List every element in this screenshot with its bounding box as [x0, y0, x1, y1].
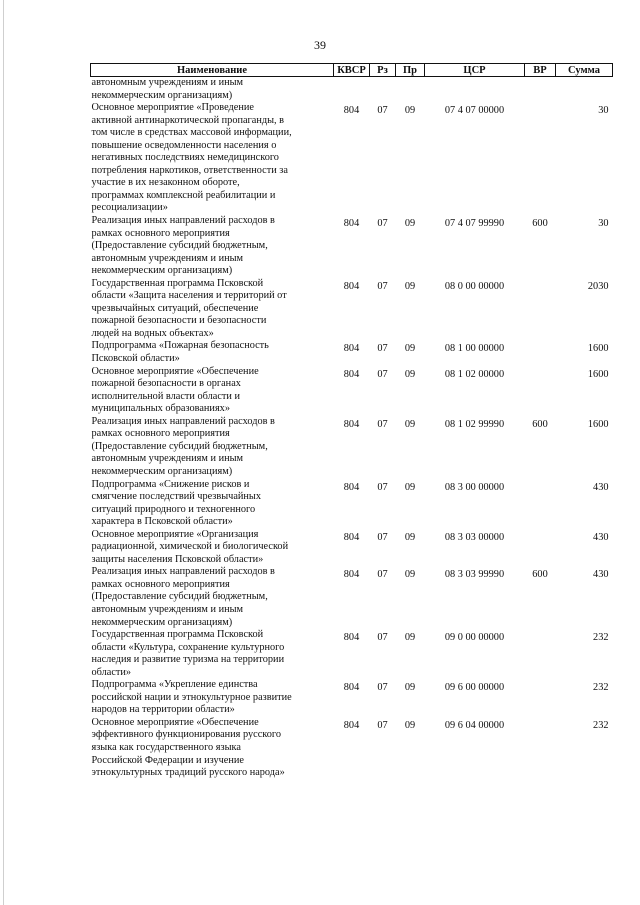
- row-rz: 07: [377, 280, 388, 292]
- row-rz: 07: [377, 105, 388, 117]
- row-rz: 07: [377, 418, 388, 430]
- row-csr: 09 6 04 00000: [444, 719, 505, 731]
- row-vr: [525, 679, 556, 717]
- row-sum: 232: [593, 632, 609, 644]
- row-rz: 07: [377, 569, 388, 581]
- row-rz: 07: [377, 368, 388, 380]
- row-name: Подпрограмма «Укрепление единства российской нации и этнокультурное развитие народов на территории области»: [91, 679, 292, 716]
- row-csr: 09 0 00 00000: [444, 632, 505, 644]
- row-csr: 07 4 07 99990: [444, 218, 505, 230]
- row-sum: 30: [598, 105, 609, 117]
- row-csr: 08 1 00 00000: [444, 343, 505, 355]
- row-vr: 600: [532, 418, 548, 430]
- table-row: [91, 215, 613, 278]
- row-name: автономным учреждениям и иным некоммерческим организациям): [91, 77, 244, 101]
- table-row: [91, 717, 613, 780]
- row-name: Реализация иных направлений расходов в рамках основного мероприятия (Предоставление субсидий бюджетным, автономным учреждениям и иным некоммерческим организациям): [91, 566, 275, 628]
- header-pr: Пр: [396, 64, 425, 77]
- scan-edge: [3, 0, 4, 905]
- budget-table: [90, 63, 613, 780]
- row-rz: 07: [377, 343, 388, 355]
- row-vr: [525, 479, 556, 529]
- row-csr: 08 3 03 99990: [444, 569, 505, 581]
- table-row: [91, 679, 613, 717]
- table-row: [91, 629, 613, 679]
- row-sum: 2030: [587, 280, 609, 292]
- row-sum: 430: [593, 531, 609, 543]
- row-pr: 09: [404, 531, 416, 543]
- row-name: Подпрограмма «Снижение рисков и смягчение последствий чрезвычайных ситуаций природного и техногенного характера в Псковской области»: [91, 478, 261, 528]
- row-pr: 09: [404, 632, 416, 644]
- table-body: [91, 77, 613, 780]
- row-kvsr: 804: [343, 569, 360, 581]
- row-vr: [525, 340, 556, 365]
- row-sum: 232: [593, 682, 609, 694]
- row-name: Государственная программа Псковской области «Защита населения и территорий от чрезвычайных ситуаций, обеспечение пожарной безопасности и безопасности людей на водных объектах»: [91, 277, 287, 339]
- row-pr: 09: [404, 719, 416, 731]
- row-pr: 09: [404, 481, 416, 493]
- row-sum: 1600: [587, 418, 609, 430]
- row-sum: 1600: [587, 343, 609, 355]
- row-vr: [525, 366, 556, 416]
- row-name: Основное мероприятие «Проведение активной антинаркотической пропаганды, в том числе в средствах массовой информации, повышение осведомленности населения о негативных последствиях немедицинского потребления наркотиков, ответственности за участие в их незаконном обороте, программах комплексной реабилитации и ресоциализации»: [91, 102, 292, 214]
- page-number: 39: [314, 38, 326, 52]
- row-csr: 07 4 07 00000: [444, 105, 505, 117]
- row-kvsr: 804: [343, 343, 360, 355]
- row-name: Основное мероприятие «Организация радиационной, химической и биологической защиты населения Псковской области»: [91, 528, 289, 565]
- row-vr: [525, 278, 556, 341]
- header-name: Наименование: [91, 64, 334, 77]
- row-kvsr: 804: [343, 105, 360, 117]
- row-csr: 08 1 02 00000: [444, 368, 505, 380]
- row-pr: 09: [404, 418, 416, 430]
- row-rz: 07: [377, 481, 388, 493]
- row-vr: [525, 102, 556, 215]
- row-pr: 09: [404, 682, 416, 694]
- header-rz: Рз: [370, 64, 396, 77]
- row-kvsr: 804: [343, 531, 360, 543]
- header-csr: ЦСР: [425, 64, 525, 77]
- row-vr: [525, 77, 556, 103]
- row-kvsr: 804: [343, 632, 360, 644]
- table-row: [91, 566, 613, 629]
- row-kvsr: 804: [343, 218, 360, 230]
- row-pr: [396, 77, 425, 103]
- table-row: [91, 366, 613, 416]
- row-kvsr: 804: [343, 368, 360, 380]
- row-rz: 07: [377, 218, 388, 230]
- row-rz: 07: [377, 682, 388, 694]
- row-name: Государственная программа Псковской области «Культура, сохранение культурного наследия и развитие туризма на территории области»: [91, 629, 285, 678]
- row-kvsr: 804: [343, 481, 360, 493]
- row-csr: 08 3 00 00000: [444, 481, 505, 493]
- header-row: [91, 64, 613, 77]
- row-vr: 600: [532, 569, 548, 581]
- row-pr: 09: [404, 218, 416, 230]
- row-sum: 430: [593, 569, 609, 581]
- row-vr: [525, 717, 556, 780]
- row-kvsr: 804: [343, 682, 360, 694]
- row-rz: 07: [377, 719, 388, 731]
- header-kvsr: КВСР: [334, 64, 370, 77]
- row-csr: 08 1 02 99990: [444, 418, 505, 430]
- row-sum: 430: [593, 481, 609, 493]
- header-vr: ВР: [525, 64, 556, 77]
- row-kvsr: 804: [343, 418, 360, 430]
- table-row: [91, 278, 613, 341]
- table-header: [91, 64, 613, 77]
- row-pr: 09: [404, 368, 416, 380]
- row-kvsr: [334, 77, 370, 103]
- row-rz: 07: [377, 531, 388, 543]
- row-vr: [525, 629, 556, 679]
- table-row: [91, 77, 613, 103]
- row-sum: [556, 77, 613, 103]
- row-name: Реализация иных направлений расходов в рамках основного мероприятия (Предоставление субсидий бюджетным, автономным учреждениям и иным некоммерческим организациям): [91, 415, 275, 477]
- row-pr: 09: [404, 343, 416, 355]
- row-csr: 08 3 03 00000: [444, 531, 505, 543]
- row-kvsr: 804: [343, 719, 360, 731]
- row-rz: [370, 77, 396, 103]
- row-kvsr: 804: [343, 280, 360, 292]
- table-row: [91, 416, 613, 479]
- row-rz: 07: [377, 632, 388, 644]
- budget-table-container: [90, 63, 612, 780]
- row-sum: 232: [593, 719, 609, 731]
- row-csr: 09 6 00 00000: [444, 682, 505, 694]
- row-pr: 09: [404, 105, 416, 117]
- row-vr: [525, 529, 556, 567]
- row-name: Основное мероприятие «Обеспечение пожарной безопасности в органах исполнительной власти области и муниципальных образованиях»: [91, 365, 259, 415]
- row-name: Реализация иных направлений расходов в рамках основного мероприятия (Предоставление субсидий бюджетным, автономным учреждениям и иным некоммерческим организациям): [91, 215, 275, 277]
- table-row: [91, 102, 613, 215]
- row-csr: 08 0 00 00000: [444, 280, 505, 292]
- row-name: Подпрограмма «Пожарная безопасность Псковской области»: [91, 340, 269, 365]
- row-sum: 30: [598, 218, 609, 230]
- row-csr: [425, 77, 525, 103]
- table-row: [91, 479, 613, 529]
- row-vr: 600: [532, 218, 548, 230]
- row-pr: 09: [404, 569, 416, 581]
- header-sum: Сумма: [556, 64, 613, 77]
- row-sum: 1600: [587, 368, 609, 380]
- table-row: [91, 340, 613, 365]
- row-pr: 09: [404, 280, 416, 292]
- row-name: Основное мероприятие «Обеспечение эффективного функционирования русского языка как государственного языка Российской Федерации и изучение этнокультурных традиций русского народа»: [91, 716, 285, 779]
- table-row: [91, 529, 613, 567]
